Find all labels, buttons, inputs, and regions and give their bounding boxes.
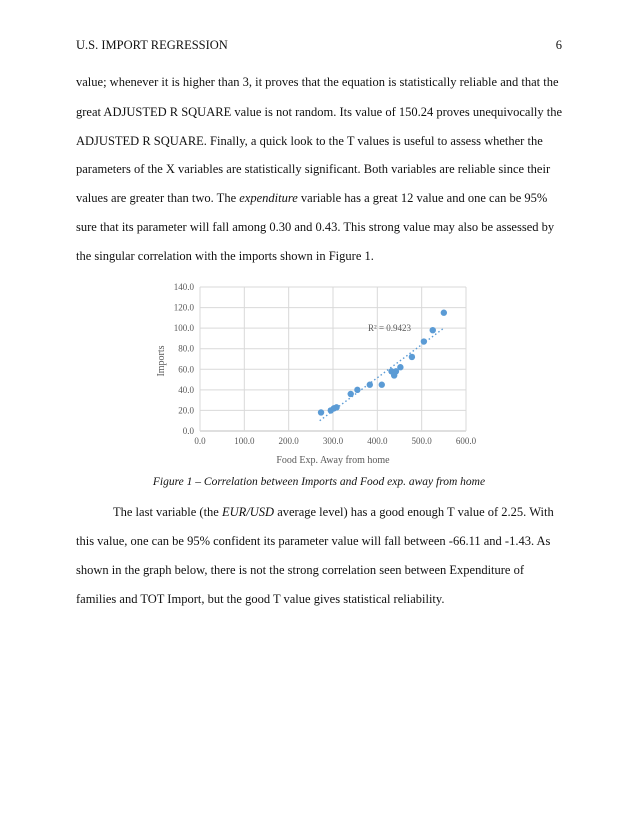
x-axis-ticks [194,436,476,446]
text-line: value; whenever it is higher than 3, it proves that the equation is statistically reliable and that the [76,75,559,89]
x-axis-label: Food Exp. Away from home [276,455,390,466]
text-line: families and TOT Import, but the good T value gives statistical reliability. [76,592,445,606]
x-tick-label: 300.0 [322,436,344,446]
y-tick-label: 140.0 [173,282,194,292]
y-tick-label: 120.0 [173,302,194,313]
text-run: The last variable (the [113,505,222,519]
scatter-chart [0,275,638,475]
x-tick-label: 100.0 [234,436,255,446]
y-tick-label: 60.0 [178,364,194,375]
emphasis-expenditure: expenditure [239,191,298,205]
text-line: this value, one can be 95% confident its parameter value will fall between -66.11 and -1.43. As [76,534,551,548]
text-line: ADJUSTED R SQUARE. Finally, a quick look to the T values is useful to assess whether the [76,134,543,148]
emphasis-eurusd: EUR/USD [221,505,275,519]
x-tick-label: 500.0 [411,436,432,446]
data-point [441,310,447,316]
text-run: variable has a great 12 value and one can be 95% [297,191,548,205]
text-line [113,505,566,520]
text-run: average level) has a good enough T value of 2.25. With [274,505,554,519]
page-number: 6 [555,38,562,52]
data-point [333,404,339,410]
text-line: sure that its parameter will fall among 0.30 and 0.43. This strong value may also be assessed by [76,220,555,234]
x-tick-label: 600.0 [455,436,477,446]
y-tick-label: 40.0 [178,384,194,395]
data-point [354,387,360,393]
data-point [421,338,427,344]
text-line: parameters of the X variables are statistically significant. Both variables are reliable since their [76,162,551,176]
data-point [409,354,415,360]
x-tick-label: 400.0 [367,436,388,446]
y-tick-label: 100.0 [173,323,194,334]
x-tick-label: 200.0 [278,436,299,446]
data-point [379,382,385,388]
data-point [348,391,354,397]
header-title: U.S. IMPORT REGRESSION [76,38,228,52]
running-header [76,38,562,53]
x-tick-label: 0.0 [194,436,206,446]
text-line: great ADJUSTED R SQUARE value is not random. Its value of 150.24 proves unequivocally the [76,105,563,119]
data-point [318,409,324,415]
data-point [430,327,436,333]
data-point [367,382,373,388]
y-tick-label: 80.0 [178,343,194,354]
text-line: the singular correlation with the imports shown in Figure 1. [76,249,374,263]
r-squared-annotation: R² = 0.9423 [368,323,412,333]
figure-caption: Figure 1 – Correlation between Imports and Food exp. away from home [152,476,486,488]
data-point [397,364,403,370]
text-line [76,191,566,206]
y-tick-label: 0.0 [182,426,194,436]
y-tick-label: 20.0 [178,405,194,416]
y-axis-ticks [174,282,195,436]
text-line: shown in the graph below, there is not the strong correlation seen between Expenditure of [76,563,525,577]
text-run: values are greater than two. The [76,191,240,205]
y-axis-label: Imports [156,345,167,377]
